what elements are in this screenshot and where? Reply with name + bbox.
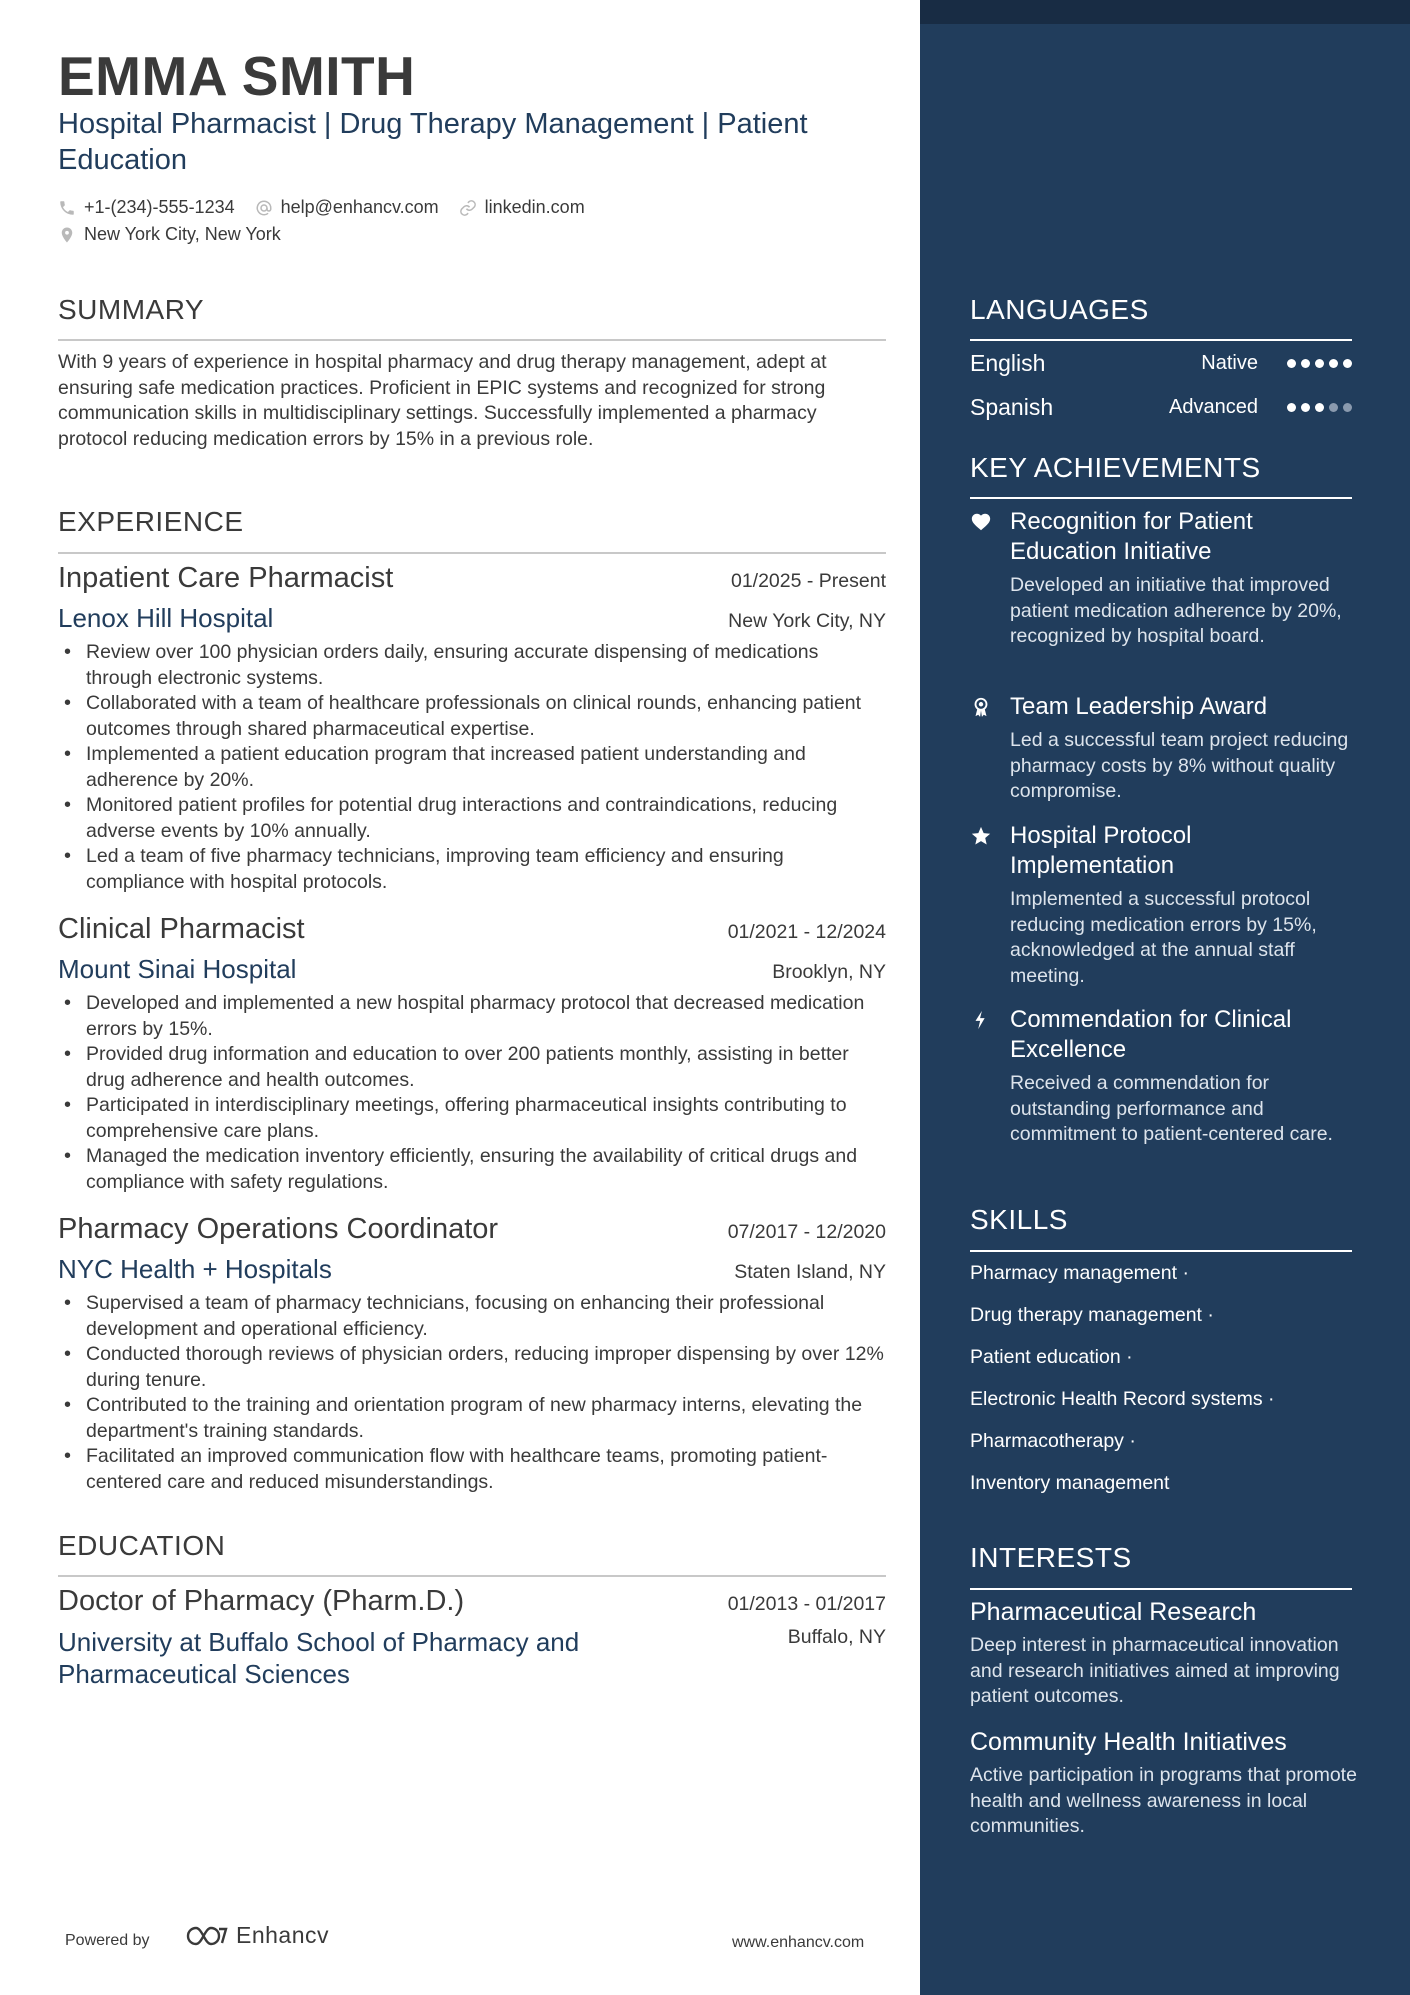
proficiency-dot	[1329, 359, 1338, 368]
skills-title: SKILLS	[970, 1204, 1068, 1235]
linkedin-text: linkedin.com	[484, 197, 585, 217]
phone-text: +1-(234)-555-1234	[84, 197, 235, 217]
skill-item	[970, 1472, 1169, 1495]
job-dates: 01/2025 - Present	[730, 570, 886, 592]
company-name: Mount Sinai Hospital	[58, 954, 297, 984]
achievement-desc: Received a commendation for outstanding performance and commitment to patient-centered care.	[1010, 1072, 1333, 1145]
job-dates: 07/2017 - 12/2020	[727, 1221, 886, 1243]
education-entry	[58, 1585, 886, 1690]
bullet-item: • Collaborated with a team of healthcare professionals on clinical rounds, enhancing patient outcomes through shared pharmaceutical expertise.	[58, 691, 886, 742]
heart-icon	[970, 511, 992, 533]
language-item	[970, 394, 1352, 421]
bullet-item: • Facilitated an improved communication flow with healthcare teams, promoting patient-centered care and reduced misunderstandings.	[58, 1444, 886, 1495]
sidebar-top-bar	[920, 0, 1410, 24]
achievements-divider	[970, 497, 1352, 499]
job-bullets	[58, 1291, 886, 1495]
award-icon	[970, 696, 992, 718]
skills-divider	[970, 1250, 1352, 1252]
job-title: Inpatient Care Pharmacist	[58, 562, 394, 594]
interests-title: INTERESTS	[970, 1542, 1132, 1573]
achievement-title: Commendation for Clinical Excellence	[1010, 1006, 1292, 1063]
enhancv-logo-icon	[184, 1923, 230, 1949]
summary-divider	[58, 339, 886, 341]
proficiency-dots	[1282, 403, 1352, 412]
languages-title: LANGUAGES	[970, 294, 1149, 325]
contact-info	[58, 194, 878, 248]
achievement-desc: Implemented a successful protocol reducing medication errors by 15%, acknowledged at the annual staff meeting.	[1010, 888, 1317, 987]
summary-title: SUMMARY	[58, 294, 205, 325]
company-name: Lenox Hill Hospital	[58, 603, 274, 633]
footer-url[interactable]: www.enhancv.com	[732, 1934, 865, 1951]
school-name: University at Buffalo School of Pharmacy and Pharmaceutical Sciences	[58, 1627, 580, 1689]
language-level: Advanced	[1169, 396, 1258, 418]
proficiency-dot	[1301, 403, 1310, 412]
skill-label: Pharmacy management	[970, 1262, 1178, 1284]
interest-desc: Deep interest in pharmaceutical innovation and research initiatives aimed at improving patient outcomes.	[970, 1634, 1340, 1707]
company-name: NYC Health + Hospitals	[58, 1254, 332, 1284]
interest-item	[970, 1727, 1360, 1840]
achievement-desc: Led a successful team project reducing pharmacy costs by 8% without quality compromise.	[1010, 729, 1349, 802]
achievement-item	[970, 1005, 1360, 1148]
language-level: Native	[1201, 352, 1258, 374]
bullet-item: • Managed the medication inventory efficiently, ensuring the availability of critical drugs and compliance with safety regulations.	[58, 1144, 886, 1195]
enhancv-logo[interactable]	[184, 1922, 329, 1949]
achievement-item	[970, 821, 1360, 989]
proficiency-dot	[1301, 359, 1310, 368]
bullet-item: • Developed and implemented a new hospital pharmacy protocol that decreased medication errors by 15%.	[58, 991, 886, 1042]
bullet-item: • Led a team of five pharmacy technicians, improving team efficiency and ensuring compliance with hospital protocols.	[58, 844, 886, 895]
bullet-item: • Review over 100 physician orders daily, ensuring accurate dispensing of medications through electronic systems.	[58, 640, 886, 691]
experience-divider	[58, 552, 886, 554]
job-location: New York City, NY	[728, 610, 886, 632]
languages-divider	[970, 339, 1352, 341]
education-dates: 01/2013 - 01/2017	[727, 1593, 886, 1615]
proficiency-dot	[1329, 403, 1338, 412]
proficiency-dot	[1287, 403, 1296, 412]
proficiency-dot	[1287, 359, 1296, 368]
achievement-title: Recognition for Patient Education Initiative	[1010, 508, 1253, 565]
skill-item: Electronic Health Record systems ·	[970, 1388, 1275, 1410]
achievement-title: Hospital Protocol Implementation	[1010, 822, 1192, 879]
bullet-item: • Monitored patient profiles for potential drug interactions and contraindications, reducing adverse events by 10% annually.	[58, 793, 886, 844]
interest-item	[970, 1597, 1360, 1710]
bullet-item: • Participated in interdisciplinary meetings, offering pharmaceutical insights contributing to comprehensive care plans.	[58, 1093, 886, 1144]
job-bullets	[58, 991, 886, 1195]
proficiency-dot	[1315, 403, 1324, 412]
job-title: Pharmacy Operations Coordinator	[58, 1213, 499, 1245]
skill-label: Pharmacotherapy	[970, 1430, 1124, 1452]
education-location: Buffalo, NY	[787, 1626, 886, 1648]
proficiency-dots	[1282, 359, 1352, 368]
skill-label: Drug therapy management	[970, 1304, 1202, 1326]
contact-linkedin[interactable]	[459, 197, 585, 218]
bullet-item: • Implemented a patient education program that increased patient understanding and adherence by 20%.	[58, 742, 886, 793]
proficiency-dot	[1343, 359, 1352, 368]
skill-label: Patient education	[970, 1346, 1121, 1368]
skill-item: Pharmacy management ·	[970, 1262, 1189, 1284]
skill-item: Pharmacotherapy ·	[970, 1430, 1136, 1452]
contact-location	[58, 224, 281, 245]
phone-icon	[58, 199, 76, 217]
achievement-item	[970, 507, 1360, 650]
experience-title: EXPERIENCE	[58, 506, 244, 537]
bullet-item: • Conducted thorough reviews of physician orders, reducing improper dispensing by over 12% during tenure.	[58, 1342, 886, 1393]
skill-item: Patient education ·	[970, 1346, 1133, 1368]
bullet-item: • Provided drug information and education to over 200 patients monthly, assisting in better drug adherence and health outcomes.	[58, 1042, 886, 1093]
job-entry	[58, 562, 886, 895]
powered-by: Powered by	[65, 1932, 150, 1949]
proficiency-dot	[1315, 359, 1324, 368]
achievement-title: Team Leadership Award	[1010, 693, 1268, 720]
education-divider	[58, 1575, 886, 1577]
brand-name: Enhancv	[236, 1922, 330, 1948]
star-icon	[970, 825, 992, 847]
interests-divider	[970, 1588, 1352, 1590]
link-icon	[459, 199, 477, 217]
interest-title: Community Health Initiatives	[970, 1728, 1287, 1756]
bullet-item: • Supervised a team of pharmacy technicians, focusing on enhancing their professional development and operational efficiency.	[58, 1291, 886, 1342]
achievement-item	[970, 692, 1360, 805]
achievements-title: KEY ACHIEVEMENTS	[970, 452, 1261, 483]
bolt-icon	[970, 1009, 992, 1031]
bullet-item: • Contributed to the training and orientation program of new pharmacy interns, elevating the department's training standards.	[58, 1393, 886, 1444]
job-entry	[58, 913, 886, 1195]
contact-phone[interactable]	[58, 197, 235, 218]
sidebar	[920, 0, 1410, 1995]
interest-title: Pharmaceutical Research	[970, 1598, 1257, 1626]
skill-label: Inventory management	[970, 1472, 1170, 1494]
job-location: Staten Island, NY	[734, 1261, 886, 1283]
language-name: Spanish	[970, 394, 1054, 420]
achievement-desc: Developed an initiative that improved patient medication adherence by 20%, recognized by hospital board.	[1010, 574, 1342, 647]
location-text: New York City, New York	[84, 224, 281, 244]
language-item	[970, 350, 1352, 377]
location-pin-icon	[58, 226, 76, 244]
skill-item: Drug therapy management ·	[970, 1304, 1214, 1326]
contact-email[interactable]	[255, 197, 439, 218]
headline: Hospital Pharmacist | Drug Therapy Management | Patient Education	[58, 108, 808, 176]
language-name: English	[970, 350, 1046, 376]
job-title: Clinical Pharmacist	[58, 913, 305, 945]
job-location: Brooklyn, NY	[772, 961, 886, 983]
at-icon	[255, 199, 273, 217]
interest-desc: Active participation in programs that promote health and wellness awareness in local communities.	[970, 1764, 1357, 1837]
email-text: help@enhancv.com	[280, 197, 439, 217]
skill-label: Electronic Health Record systems	[970, 1388, 1263, 1410]
degree: Doctor of Pharmacy (Pharm.D.)	[58, 1585, 465, 1617]
education-title: EDUCATION	[58, 1530, 226, 1561]
job-dates: 01/2021 - 12/2024	[727, 921, 886, 943]
proficiency-dot	[1343, 403, 1352, 412]
job-bullets	[58, 640, 886, 895]
candidate-name: EMMA SMITH	[58, 45, 416, 107]
summary-text: With 9 years of experience in hospital pharmacy and drug therapy management, adept at ensuring safe medication practices. Proficient in EPIC systems and recognized for strong communication skills in multidisciplinary settings. Successfully implemented a pharmacy protocol reducing medication errors by 15% in a previous role.	[58, 351, 827, 450]
job-entry	[58, 1213, 886, 1495]
